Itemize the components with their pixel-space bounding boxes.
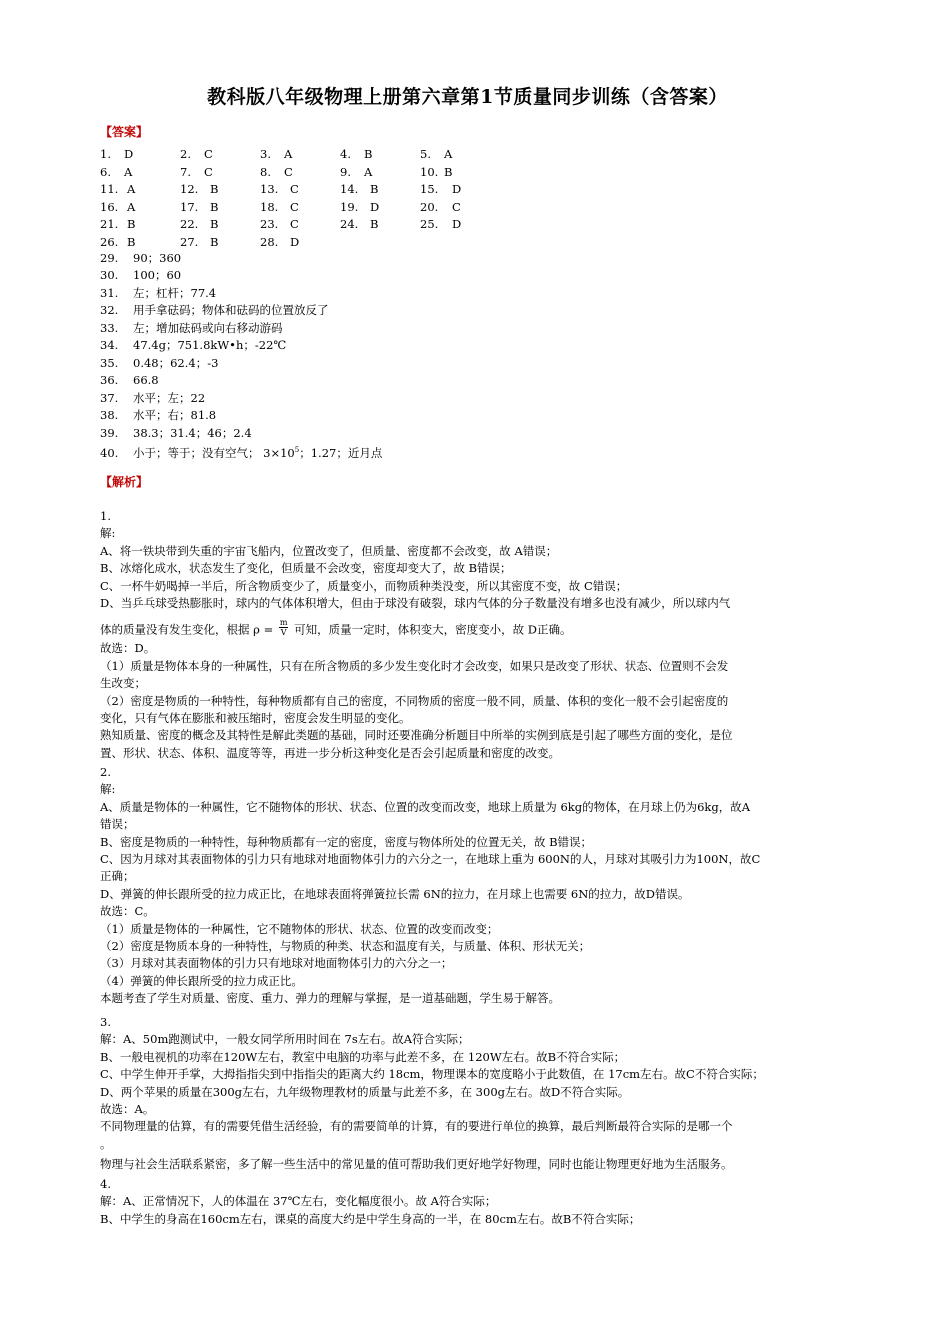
choice-answer: B — [127, 235, 136, 249]
question-number: 26. — [100, 235, 119, 249]
analysis-q3-line: 解：A、50m跑测试中，一般女同学所用时间在 7s左右。故A符合实际； — [100, 1032, 470, 1047]
fill-answer-line — [100, 372, 159, 389]
analysis-q1-line: B、冰熔化成水，状态发生了变化，但质量不会改变，密度却变大了，故 B错误； — [100, 561, 512, 576]
formula-suffix: 可知，质量一定时，体积变大，密度变小，故 D正确。 — [290, 622, 572, 637]
fill-answer-line — [100, 425, 252, 442]
choice-answer: B — [370, 182, 379, 197]
choice-answer: B — [210, 217, 219, 232]
question-number: 4. — [340, 147, 351, 161]
analysis-q4 — [100, 1176, 840, 1228]
analysis-q1-line: 置、形状、状态、体积、温度等等，再进一步分析这种变化是否会引起质量和密度的改变。 — [100, 745, 560, 760]
question-number: 8. — [260, 164, 271, 179]
question-number: 27. — [180, 235, 199, 249]
analysis-q1-line: D、当乒乓球受热膨胀时，球内的气体体积增大，但由于球没有破裂，球内气体的分子数量没有增多也没有减少，所以球内气 — [100, 596, 731, 611]
choice-answer: A — [127, 182, 136, 197]
fill-answer: 0.48；62.4；-3 — [133, 355, 219, 370]
choice-answer: B — [444, 164, 453, 179]
choice-answer: B — [127, 217, 136, 232]
analysis-q1-line: 变化，只有气体在膨胀和被压缩时，密度会发生明显的变化。 — [100, 711, 411, 726]
analysis-q2-line: 故选：C。 — [100, 904, 155, 919]
choice-answer: C — [204, 147, 213, 161]
analysis-q3-line: 物理与社会生活联系紧密，多了解一些生活中的常见量的值可帮助我们更好地学好物理，同时也能让物理更好地为生活服务。 — [100, 1157, 733, 1172]
question-number: 24. — [340, 217, 359, 232]
choice-answer: D — [124, 147, 134, 161]
analysis-q2-number: 2. — [100, 765, 111, 779]
question-number: 36. — [100, 373, 119, 388]
fill-answer-line — [100, 267, 181, 284]
analysis-section-label: 【解析】 — [100, 475, 149, 489]
question-number: 28. — [260, 235, 279, 249]
fill-answer: ；1.27；近月点 — [299, 445, 383, 460]
question-number: 19. — [340, 199, 359, 214]
analysis-q1-line: （1）质量是物体本身的一种属性，只有在所含物质的多少发生变化时才会改变，如果只是改变了形状、状态、位置则不会发 — [100, 658, 729, 673]
question-number: 39. — [100, 425, 119, 440]
question-number: 38. — [100, 408, 119, 423]
choice-answer: C — [284, 164, 293, 179]
question-number: 34. — [100, 338, 119, 353]
question-number: 6. — [100, 164, 111, 179]
fill-answer: 小于；等于；没有空气； 3×10 — [133, 445, 295, 460]
analysis-q3-line: 。 — [100, 1136, 112, 1151]
question-number: 23. — [260, 217, 279, 232]
question-number: 33. — [100, 320, 119, 335]
fill-answer: 水平；左；22 — [133, 390, 206, 405]
analysis-q4-number: 4. — [100, 1177, 111, 1191]
analysis-q2-line: （3）月球对其表面物体的引力只有地球对地面物体引力的六分之一； — [100, 956, 453, 971]
fill-answer-line — [100, 250, 181, 267]
question-number: 25. — [420, 217, 439, 232]
analysis-q1-line: 解: — [100, 526, 116, 541]
analysis-q2-line: D、弹簧的伸长跟所受的拉力成正比，在地球表面将弹簧拉长需 6N的拉力，在月球上也需要 6N的拉力，故D错误。 — [100, 886, 690, 901]
choice-answer: A — [364, 164, 373, 179]
analysis-q3-line: C、中学生伸开手掌，大拇指指尖到中指指尖的距离大约 18cm，物理课本的宽度略小于此数值，在 17cm左右。故C不符合实际； — [100, 1067, 764, 1082]
analysis-q2 — [100, 764, 840, 1008]
answer-section-label: 【答案】 — [100, 125, 149, 139]
choice-answer: D — [452, 182, 462, 197]
analysis-q2-line: 错误； — [100, 817, 135, 832]
question-number: 9. — [340, 164, 351, 179]
exponent: 5 — [294, 445, 300, 454]
question-number: 37. — [100, 390, 119, 405]
fill-answer: 66.8 — [133, 373, 159, 388]
fill-answer-line — [100, 302, 329, 319]
choice-answer: C — [290, 199, 299, 214]
choice-answer: B — [210, 235, 219, 249]
analysis-q3-line: D、两个苹果的质量在300g左右，九年级物理教材的质量与此差不多，在 300g左右。故D不符合实际。 — [100, 1084, 630, 1099]
analysis-q2-line: 正确； — [100, 869, 135, 884]
fill-answer-line — [100, 390, 205, 407]
choice-answer: D — [290, 235, 300, 249]
analysis-q3-line: 故选：A。 — [100, 1102, 155, 1117]
choice-answer: C — [290, 182, 299, 197]
fill-answer: 38.3；31.4；46；2.4 — [133, 425, 252, 440]
analysis-q2-line: （2）密度是物质本身的一种特性，与物质的种类、状态和温度有关，与质量、体积、形状无关； — [100, 939, 591, 954]
question-number: 10. — [420, 164, 439, 179]
analysis-q1-line: A、将一铁块带到失重的宇宙飞船内，位置改变了，但质量、密度都不会改变，故 A错误； — [100, 543, 558, 558]
question-number: 5. — [420, 147, 431, 161]
formula-numerator: m — [279, 618, 288, 628]
choice-answer: C — [452, 199, 461, 214]
analysis-q1-formula-line — [100, 618, 840, 640]
choice-answer: A — [127, 199, 136, 214]
analysis-q4-line: B、中学生的身高在160cm左右，课桌的高度大约是中学生身高的一半，在 80cm左右。故B不符合实际； — [100, 1211, 641, 1226]
fill-answer-line — [100, 337, 286, 354]
question-number: 3. — [260, 147, 271, 161]
choice-answer: A — [124, 164, 133, 179]
choice-answer: C — [290, 217, 299, 232]
question-number: 17. — [180, 199, 199, 214]
question-number: 11. — [100, 182, 119, 197]
fill-answer: 用手拿砝码；物体和砝码的位置放反了 — [133, 303, 329, 318]
question-number: 20. — [420, 199, 439, 214]
analysis-q2-line: B、密度是物质的一种特性，每种物质都有一定的密度，密度与物体所处的位置无关，故 B错误； — [100, 834, 593, 849]
fill-answer: 水平；右；81.8 — [133, 408, 217, 423]
analysis-q3 — [100, 1014, 840, 1174]
fill-answer: 左；增加砝码或向右移动游码 — [133, 320, 283, 335]
formula-denominator: V — [280, 628, 287, 638]
question-number: 31. — [100, 285, 119, 300]
choice-answer: C — [204, 164, 213, 179]
analysis-q2-line: （4）弹簧的伸长跟所受的拉力成正比。 — [100, 973, 303, 988]
question-number: 7. — [180, 164, 191, 179]
question-number: 1. — [100, 147, 111, 161]
choice-answer: B — [370, 217, 379, 232]
choice-answer: B — [364, 147, 373, 161]
choice-answer: A — [444, 147, 453, 161]
analysis-q1 — [100, 508, 840, 762]
analysis-q3-number: 3. — [100, 1015, 111, 1029]
fill-answer: 90；360 — [133, 251, 182, 265]
question-number: 12. — [180, 182, 199, 197]
analysis-q2-line: C、因为月球对其表面物体的引力只有地球对地面物体引力的六分之一，在地球上重为 600N的人，月球对其吸引力为100N，故C — [100, 852, 761, 867]
density-formula — [279, 618, 289, 637]
analysis-q1-line: 生改变； — [100, 676, 146, 691]
question-number: 21. — [100, 217, 119, 232]
analysis-q1-line: 故选：D。 — [100, 641, 156, 656]
fill-answer-line — [100, 407, 216, 424]
question-number: 14. — [340, 182, 359, 197]
question-number: 13. — [260, 182, 279, 197]
choice-answer: A — [284, 147, 293, 161]
fill-answer-line — [100, 355, 218, 372]
choice-answer: D — [452, 217, 462, 232]
analysis-q2-line: （1）质量是物体的一种属性，它不随物体的形状、状态、位置的改变而改变； — [100, 921, 499, 936]
analysis-q3-line: 不同物理量的估算，有的需要凭借生活经验，有的需要简单的计算，有的要进行单位的换算，最后判断最符合实际的是哪一个 — [100, 1119, 733, 1134]
choice-answer: B — [210, 182, 219, 197]
analysis-q1-line: （2）密度是物质的一种特性，每种物质都有自己的密度，不同物质的密度一般不同，质量、体积的变化一般不会引起密度的 — [100, 693, 729, 708]
fill-answer: 100；60 — [133, 268, 182, 283]
question-number: 35. — [100, 355, 119, 370]
formula-prefix: 体的质量没有发生变化，根据 ρ = — [100, 622, 277, 637]
analysis-q2-line: A、质量是物体的一种属性，它不随物体的形状、状态、位置的改变而改变，地球上质量为 6kg的物体，在月球上仍为6kg，故A — [100, 799, 751, 814]
fill-answer-line — [100, 285, 216, 302]
question-number: 22. — [180, 217, 199, 232]
analysis-q4-line: 解：A、正常情况下，人的体温在 37℃左右，变化幅度很小。故 A符合实际； — [100, 1194, 497, 1209]
fill-answer: 左；杠杆；77.4 — [133, 285, 217, 300]
choice-answer: B — [210, 199, 219, 214]
fill-answer-line — [100, 320, 283, 337]
question-number: 16. — [100, 199, 119, 214]
analysis-q1-line: 熟知质量、密度的概念及其特性是解此类题的基础，同时还要准确分析题目中所举的实例到底是引起了哪些方面的变化，是位 — [100, 728, 733, 743]
question-number: 29. — [100, 251, 119, 265]
analysis-q3-line: B、一般电视机的功率在120W左右，教室中电脑的功率与此差不多，在 120W左右。故B不符合实际； — [100, 1049, 626, 1064]
question-number: 30. — [100, 268, 119, 283]
analysis-q2-line: 本题考查了学生对质量、密度、重力、弹力的理解与掌握，是一道基础题，学生易于解答。 — [100, 991, 560, 1006]
analysis-q1-line: C、一杯牛奶喝掉一半后，所含物质变少了，质量变小，而物质种类没变，所以其密度不变，故 C错误； — [100, 578, 628, 593]
analysis-q1-number: 1. — [100, 509, 111, 523]
question-number: 18. — [260, 199, 279, 214]
question-number: 32. — [100, 303, 119, 318]
fill-answer: 47.4g；751.8kW•h；-22℃ — [133, 338, 287, 353]
analysis-q2-line: 解: — [100, 782, 116, 797]
question-number: 40. — [100, 445, 119, 460]
fill-answer-line — [100, 442, 382, 462]
question-number: 2. — [180, 147, 191, 161]
choice-answer: D — [370, 199, 380, 214]
document-title: 教科版八年级物理上册第六章第1节质量同步训练（含答案） — [207, 86, 728, 108]
question-number: 15. — [420, 182, 439, 197]
